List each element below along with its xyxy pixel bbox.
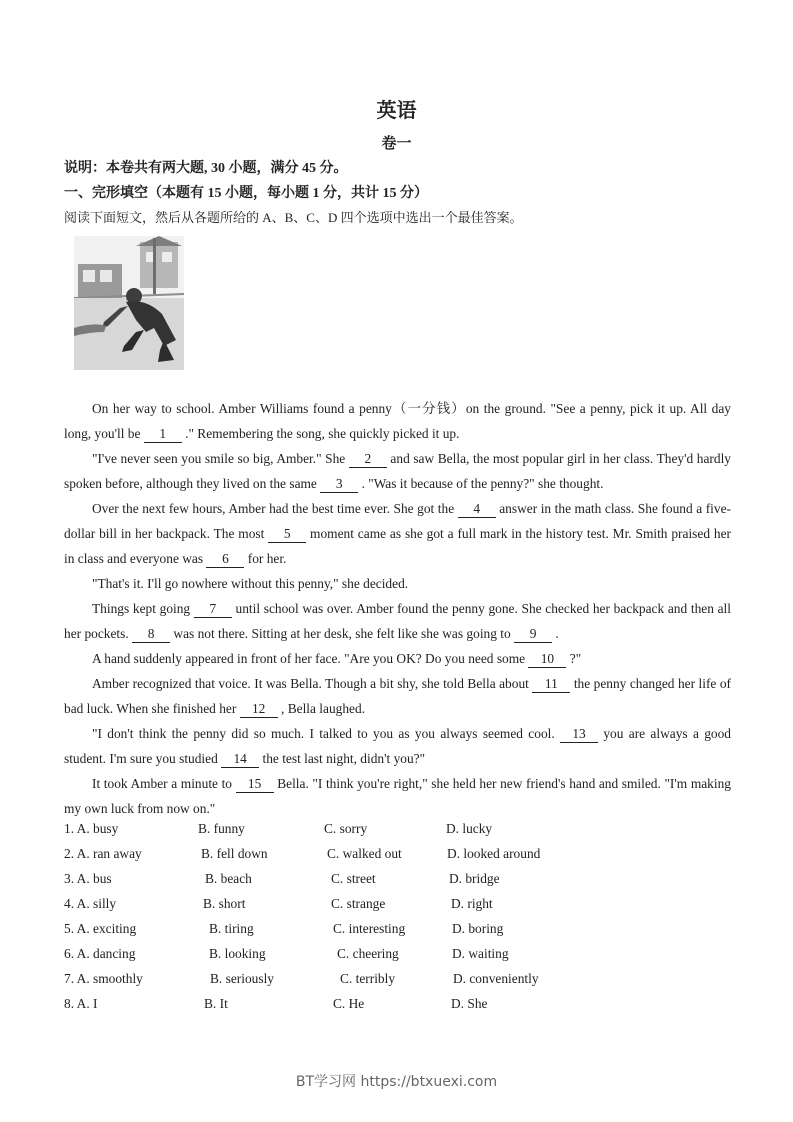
option-c[interactable]: C. sorry — [324, 821, 368, 836]
option-b[interactable]: B. funny — [198, 821, 245, 836]
option-b[interactable]: B. looking — [209, 946, 266, 961]
blank-9[interactable]: 9 — [514, 626, 552, 643]
blank-6[interactable]: 6 — [206, 551, 244, 568]
blank-10[interactable]: 10 — [528, 651, 566, 668]
option-b[interactable]: B. short — [203, 896, 246, 911]
option-row-7 — [64, 971, 731, 996]
option-b[interactable]: B. fell down — [201, 846, 268, 861]
blank-8[interactable]: 8 — [132, 626, 170, 643]
page-title: 英语 — [376, 100, 417, 122]
paragraph-3: Over the next few hours, Amber had the best time ever. She got the 4 answer in the math class. She found a five-dollar bill in her backpack. The most 5 moment came as she got a full mark in the history test. Mr. Smith praised her in class and everyone was 6 for her. — [64, 501, 731, 566]
paragraph-6: A hand suddenly appeared in front of her face. "Are you OK? Do you need some 10 ?" — [92, 651, 582, 666]
option-a[interactable]: 5. A. exciting — [64, 921, 137, 936]
option-a[interactable]: 3. A. bus — [64, 871, 112, 886]
option-c[interactable]: C. street — [331, 871, 376, 886]
blank-11[interactable]: 11 — [532, 676, 570, 693]
blank-7[interactable]: 7 — [194, 601, 232, 618]
blank-4[interactable]: 4 — [458, 501, 496, 518]
section-instruction: 阅读下面短文，然后从各题所给的 A、B、C、D 四个选项中选出一个最佳答案。 — [64, 210, 523, 225]
option-c[interactable]: C. strange — [331, 896, 386, 911]
paragraph-9: It took Amber a minute to 15 Bella. "I think you're right," she held her new friend's hand and smiled. "I'm making my own luck from now on." — [64, 776, 731, 816]
option-row-3 — [64, 871, 731, 896]
blank-3[interactable]: 3 — [320, 476, 358, 493]
option-d[interactable]: D. She — [451, 996, 488, 1011]
option-a[interactable]: 6. A. dancing — [64, 946, 136, 961]
option-row-2 — [64, 846, 731, 871]
option-b[interactable]: B. seriously — [210, 971, 274, 986]
exam-note: 说明：本卷共有两大题, 30 小题，满分 45 分。 — [64, 161, 348, 176]
blank-14[interactable]: 14 — [221, 751, 259, 768]
option-d[interactable]: D. looked around — [447, 846, 541, 861]
paragraph-5: Things kept going 7 until school was over. Amber found the penny gone. She checked her backpack and then all her pockets. 8 was not there. Sitting at her desk, she felt like she was going to 9 . — [64, 601, 731, 641]
option-c[interactable]: C. walked out — [327, 846, 402, 861]
cloze-passage — [64, 396, 731, 821]
option-d[interactable]: D. bridge — [449, 871, 500, 886]
paragraph-8: "I don't think the penny did so much. I talked to you as you always seemed cool. 13 you are always a good student. I'm sure you studied 14 the test last night, didn't you?" — [64, 726, 731, 766]
option-b[interactable]: B. It — [204, 996, 228, 1011]
option-d[interactable]: D. conveniently — [453, 971, 539, 986]
option-d[interactable]: D. lucky — [446, 821, 493, 836]
option-row-8 — [64, 996, 731, 1021]
page-subtitle: 卷一 — [381, 136, 412, 152]
option-row-1 — [64, 821, 731, 846]
option-a[interactable]: 2. A. ran away — [64, 846, 142, 861]
option-c[interactable]: C. terribly — [340, 971, 396, 986]
section-heading: 一、完形填空（本题有 15 小题，每小题 1 分，共计 15 分） — [64, 186, 428, 201]
option-b[interactable]: B. beach — [205, 871, 252, 886]
option-d[interactable]: D. right — [451, 896, 493, 911]
option-b[interactable]: B. tiring — [209, 921, 254, 936]
paragraph-4: "That's it. I'll go nowhere without this penny," she decided. — [92, 576, 409, 591]
blank-5[interactable]: 5 — [268, 526, 306, 543]
option-c[interactable]: C. interesting — [333, 921, 406, 936]
option-a[interactable]: 1. A. busy — [64, 821, 119, 836]
option-d[interactable]: D. waiting — [452, 946, 509, 961]
option-row-5 — [64, 921, 731, 946]
option-a[interactable]: 7. A. smoothly — [64, 971, 143, 986]
paragraph-2: "I've never seen you smile so big, Amber." She 2 and saw Bella, the most popular girl in her class. They'd hardly spoken before, although they lived on the same 3 . "Was it because of the penny?" she thought. — [64, 451, 732, 491]
option-a[interactable]: 4. A. silly — [64, 896, 117, 911]
paragraph-1: On her way to school. Amber Williams found a penny（一分钱）on the ground. "See a penny, pick it up. All day long, you'll be 1 ." Remembering the song, she quickly picked it up. — [64, 401, 731, 441]
blank-15[interactable]: 15 — [236, 776, 274, 793]
option-c[interactable]: C. cheering — [337, 946, 399, 961]
option-row-4 — [64, 896, 731, 921]
answer-options — [64, 821, 731, 1021]
blank-1[interactable]: 1 — [144, 426, 182, 443]
passage-illustration — [74, 236, 184, 370]
option-d[interactable]: D. boring — [452, 921, 504, 936]
footer-watermark: BT学习网 https://btxuexi.com — [295, 1074, 498, 1090]
blank-12[interactable]: 12 — [240, 701, 278, 718]
blank-13[interactable]: 13 — [560, 726, 598, 743]
option-c[interactable]: C. He — [333, 996, 365, 1011]
option-a[interactable]: 8. A. I — [64, 996, 98, 1011]
option-row-6 — [64, 946, 731, 971]
paragraph-7: Amber recognized that voice. It was Bella. Though a bit shy, she told Bella about 11 the penny changed her life of bad luck. When she finished her 12 , Bella laughed. — [64, 676, 731, 716]
blank-2[interactable]: 2 — [349, 451, 387, 468]
